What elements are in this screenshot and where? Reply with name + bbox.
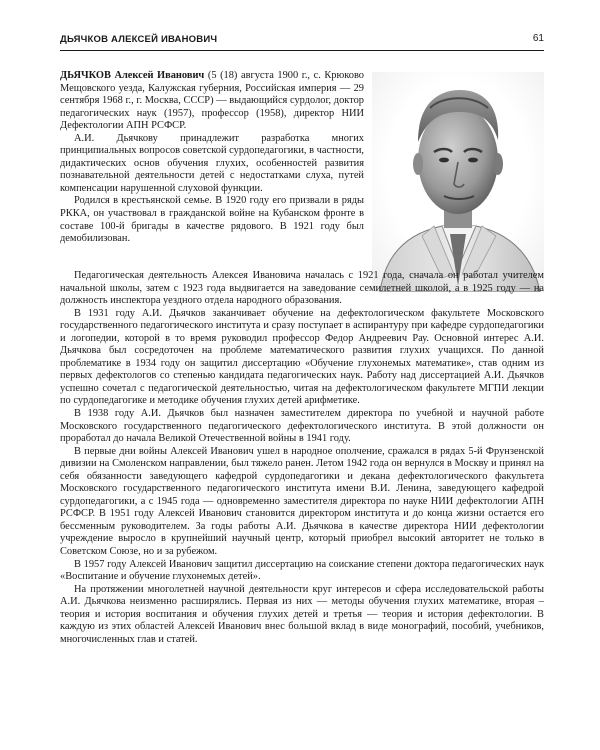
paragraph-8: На протяжении многолетней научной деятельности круг интересов и сфера исследовательской работы А.И. Дьячкова неизменно расширялись. Первая из них — методы обучения глухих математике, вторая – теория и история воспитания и обучения глухих детей и третья — теория и история дефектологии. В каждую из этих областей Алексей Иванович внес большой вклад в виде монографий, пособий, учебников, многочисленных глав и статей. xyxy=(60,583,544,645)
paragraph-1: А.И. Дьячкову принадлежит разработка многих принципиальных вопросов советской сурдопедагогики, в частности, дидактических основ обучения глухих, особенностей развития познавательной деятельности детей с недостатками слуха, путей компенсации нарушенной слуховой функции. xyxy=(60,132,364,194)
person-name: ДЬЯЧКОВ Алексей Иванович xyxy=(60,70,205,81)
article-intro-column xyxy=(60,70,364,246)
paragraph-6: В первые дни войны Алексей Иванович ушел в народное ополчение, сражался в рядах 5-й Фрунзенской дивизии на Смоленском направлении, был тяжело ранен. Летом 1942 года он вернулся в Москву и принял на себя обязанности заведующего кафедрой сурдопедагогики и декана дефектологического факультета Московского государственного педагогического института имени В.И. Ленина, заведующего кафедрой сурдопедагогики, а с 1945 года — одновременно заместителя директора по науке НИИ дефектологии АПН РСФСР. В 1951 году Алексей Иванович становится директором института и до конца жизни остается его бессменным руководителем. За годы работы А.И. Дьячкова в качестве директора НИИ дефектологии учреждение выросло в крупнейший научный центр, который приобрел высокий авторитет не только в Советском Союзе, но и за рубежом. xyxy=(60,445,544,558)
portrait-photo xyxy=(372,72,544,292)
paragraph-2: Родился в крестьянской семье. В 1920 году его призвали в ряды РККА, он участвовал в гражданской войне на Кубанском фронте в составе 100-й бригады в качестве рядового. В 1921 году был демобилизован. xyxy=(60,195,364,245)
paragraph-4: В 1931 году А.И. Дьячков заканчивает обучение на дефектологическом факультете Московского государственного педагогического института и сразу поступает в аспирантуру при кафедре сурдопедагогики и логопедии, которой в то время руководил профессор Федор Андреевич Рау. Основной интерес А.И. Дьячкова был сосредоточен на проблеме математического развития глухих учащихся. По данной проблематике в 1934 году он защитил диссертацию «Обучение глухонемых математике», став одним из первых дефектологов со степенью кандидата педагогических наук. Работу над диссертацией А.И. Дьячков успешно сочетал с педагогической деятельностью, читая на дефектологическом факультете МГПИ лекции по сурдопедагогике и методике обучения глухих детей арифметике. xyxy=(60,307,544,407)
article-lead xyxy=(60,70,364,133)
running-header xyxy=(60,30,544,51)
portrait-photo-icon xyxy=(372,72,544,292)
page-number: 61 xyxy=(532,33,544,44)
running-title: ДЬЯЧКОВ АЛЕКСЕЙ ИВАНОВИЧ xyxy=(60,34,218,45)
biographical-summary: (5 (18) августа 1900 г., с. Крюково Мещовского уезда, Калужская губерния, Российская империя — 29 сентября 1968 г., г. Москва, СССР) — выдающийся сурдолог, доктор педагогических наук (1957), профессор (1958), директор НИИ Дефектологии АПН РСФСР. xyxy=(60,70,364,132)
article-body xyxy=(60,270,544,646)
paragraph-5: В 1938 году А.И. Дьячков был назначен заместителем директора по учебной и научной работе Московского государственного педагогического дефектологического института. В этой должности он проработал до начала Великой Отечественной войны в 1941 году. xyxy=(60,408,544,445)
paragraph-3: Педагогическая деятельность Алексея Ивановича началась с 1921 года, сначала он работал учителем начальной школы, затем с 1923 года выдвигается на заведование семилетней школой, а в 1925 году — на должность инспектора уездного отдела народного образования. xyxy=(60,270,544,307)
paragraph-7: В 1957 году Алексей Иванович защитил диссертацию на соискание степени доктора педагогических наук «Воспитание и обучение глухонемых детей». xyxy=(60,558,544,583)
